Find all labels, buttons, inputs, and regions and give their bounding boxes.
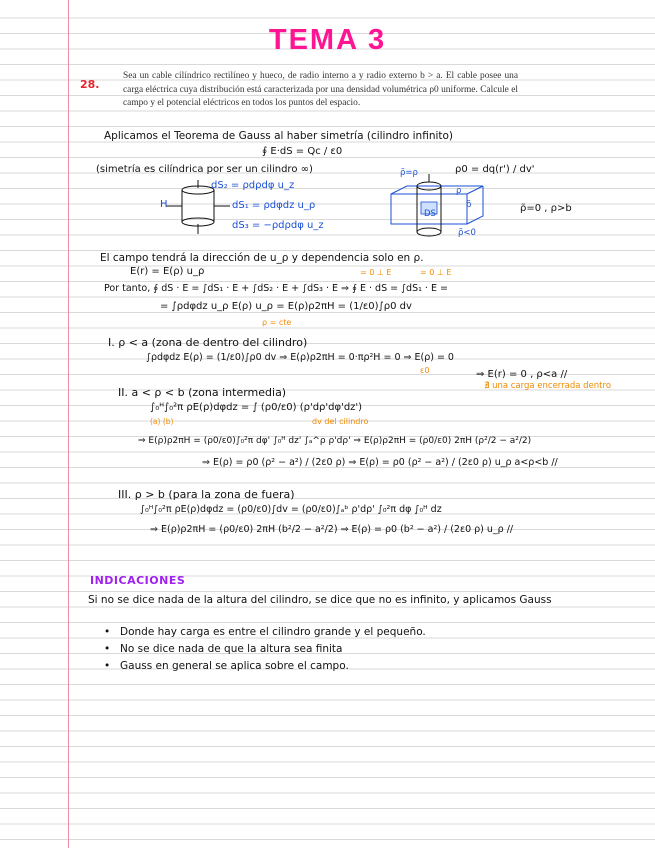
flux-line-2: = ∫ρdφdz u_ρ E(ρ) u_ρ = E(ρ)ρ2πH = (1/ε0)∫ρ0 dv xyxy=(160,301,412,312)
symmetry-line: (simetría es cilíndrica por ser un cilindro ∞) xyxy=(96,164,313,175)
problem-number: 28. xyxy=(80,78,100,91)
flux-note: ρ = cte xyxy=(262,318,292,327)
case1-result: ⇒ E(r) = 0 , ρ<a // xyxy=(476,369,568,380)
bullet-marker: • xyxy=(104,643,111,655)
indication-bullet-2: No se dice nada de que la altura sea finita xyxy=(120,643,343,655)
case1-note: ∄ una carga encerrada dentro xyxy=(484,381,612,391)
intro-line: Aplicamos el Teorema de Gauss al haber simetría (cilindro infinito) xyxy=(104,130,454,142)
bullet-marker: • xyxy=(104,626,111,638)
diagram-label-rho-neg: ρ̃<0 xyxy=(458,228,476,238)
case2-line2: ⇒ E(ρ)ρ2πH = (ρ0/ε0)∫₀²π dφ' ∫₀ᴴ dz' ∫ₐ^ρ ρ'dρ' ⇒ E(ρ)ρ2πH = (ρ0/ε0) 2πH (ρ²/2 − a²/2) xyxy=(138,436,532,446)
case1-header: I. ρ < a (zona de dentro del cilindro) xyxy=(108,336,308,349)
case2-header: II. a < ρ < b (zona intermedia) xyxy=(118,386,287,399)
case2-line3: ⇒ E(ρ) = ρ0 (ρ² − a²) / (2ε0 ρ) ⇒ E(ρ) = ρ0 (ρ² − a²) / (2ε0 ρ) u_ρ a<ρ<b // xyxy=(202,457,558,468)
problem-statement: Sea un cable cilíndrico rectilíneo y hueco, de radio interno a y radio externo b > a. El cable posee una carga eléctrica cuya distribución está caracterizada por una densidad volumétrica ρ0 uniforme. Calcule el campo y el potencial eléctricos en todos los puntos del espacio. xyxy=(123,71,518,108)
case2-dv-note: dv del cilindro xyxy=(312,417,369,426)
indication-bullet-1: Donde hay carga es entre el cilindro grande y el pequeño. xyxy=(120,626,426,638)
case2-limits: (a) (b) xyxy=(150,417,174,426)
case1-line1: ∫ρdφdz E(ρ) = (1/ε0)∫ρ0 dv ⇒ E(ρ)ρ2πH = 0·πρ²H = 0 ⇒ E(ρ) = 0 xyxy=(146,352,454,363)
flux-line-1: Por tanto, ∮ dS · E = ∫dS₁ · E + ∫dS₂ · E + ∫dS₃ · E ⇒ ∮ E · dS = ∫dS₁ · E = xyxy=(104,283,448,294)
indications-title: INDICACIONES xyxy=(90,574,186,587)
rho-cases: ρ̃=0 , ρ>b xyxy=(520,203,572,214)
case3-line2: ⇒ E(ρ)ρ2πH = (ρ0/ε0) 2πH (b²/2 − a²/2) ⇒ E(ρ) = ρ0 (b² − a²) / (2ε0 ρ) u_ρ // xyxy=(150,524,514,535)
ds-top-label: dS₂ = ρdρdφ u_z xyxy=(211,180,295,191)
flux-ortho-1: = 0 ⊥ E xyxy=(360,268,392,277)
indications-text: Si no se dice nada de la altura del cilindro, se dice que no es infinito, y aplicamos Gauss xyxy=(88,594,552,606)
case2-line1: ∫₀ᴴ∫₀²π ρE(ρ)dφdz = ∫ (ρ0/ε0) (ρ'dρ'dφ'dz') xyxy=(150,402,363,413)
diagram-label-ds: DS xyxy=(424,209,436,219)
indication-bullet-3: Gauss en general se aplica sobre el campo. xyxy=(120,660,349,672)
ds-side-label: dS₁ = ρdφdz u_ρ xyxy=(232,200,316,211)
page-title: TEMA 3 xyxy=(268,24,387,56)
gauss-equation: ∮ E·dS = Qc / ε0 xyxy=(262,146,343,157)
case3-line1: ∫₀ᴴ∫₀²π ρE(ρ)dφdz = (ρ0/ε0)∫dv = (ρ0/ε0)∫ₐᵇ ρ'dρ' ∫₀²π dφ ∫₀ᴴ dz xyxy=(140,504,442,515)
bullet-marker: • xyxy=(104,660,111,672)
diagram-label-rho: ρ xyxy=(456,186,462,196)
margin-line xyxy=(68,0,69,848)
flux-ortho-2: = 0 ⊥ E xyxy=(420,268,452,277)
diagram-label-rho-eq: ρ̃=ρ xyxy=(400,168,418,178)
rho-equation: ρ0 = dq(r') / dv' xyxy=(455,164,535,175)
ds-bottom-label: dS₃ = −ρdρdφ u_z xyxy=(232,220,324,231)
gaussian-cylinder-diagram xyxy=(385,172,495,242)
field-direction: El campo tendrá la dirección de u_ρ y dependencia solo en ρ. xyxy=(100,252,424,264)
height-label: H xyxy=(160,199,168,210)
diagram-label-rho-tilde: ρ̃ xyxy=(466,200,472,210)
case3-header: III. ρ > b (para la zona de fuera) xyxy=(118,488,295,501)
case1-eps-note: ε0 xyxy=(420,366,430,375)
field-form: E(r) = E(ρ) u_ρ xyxy=(130,266,205,277)
